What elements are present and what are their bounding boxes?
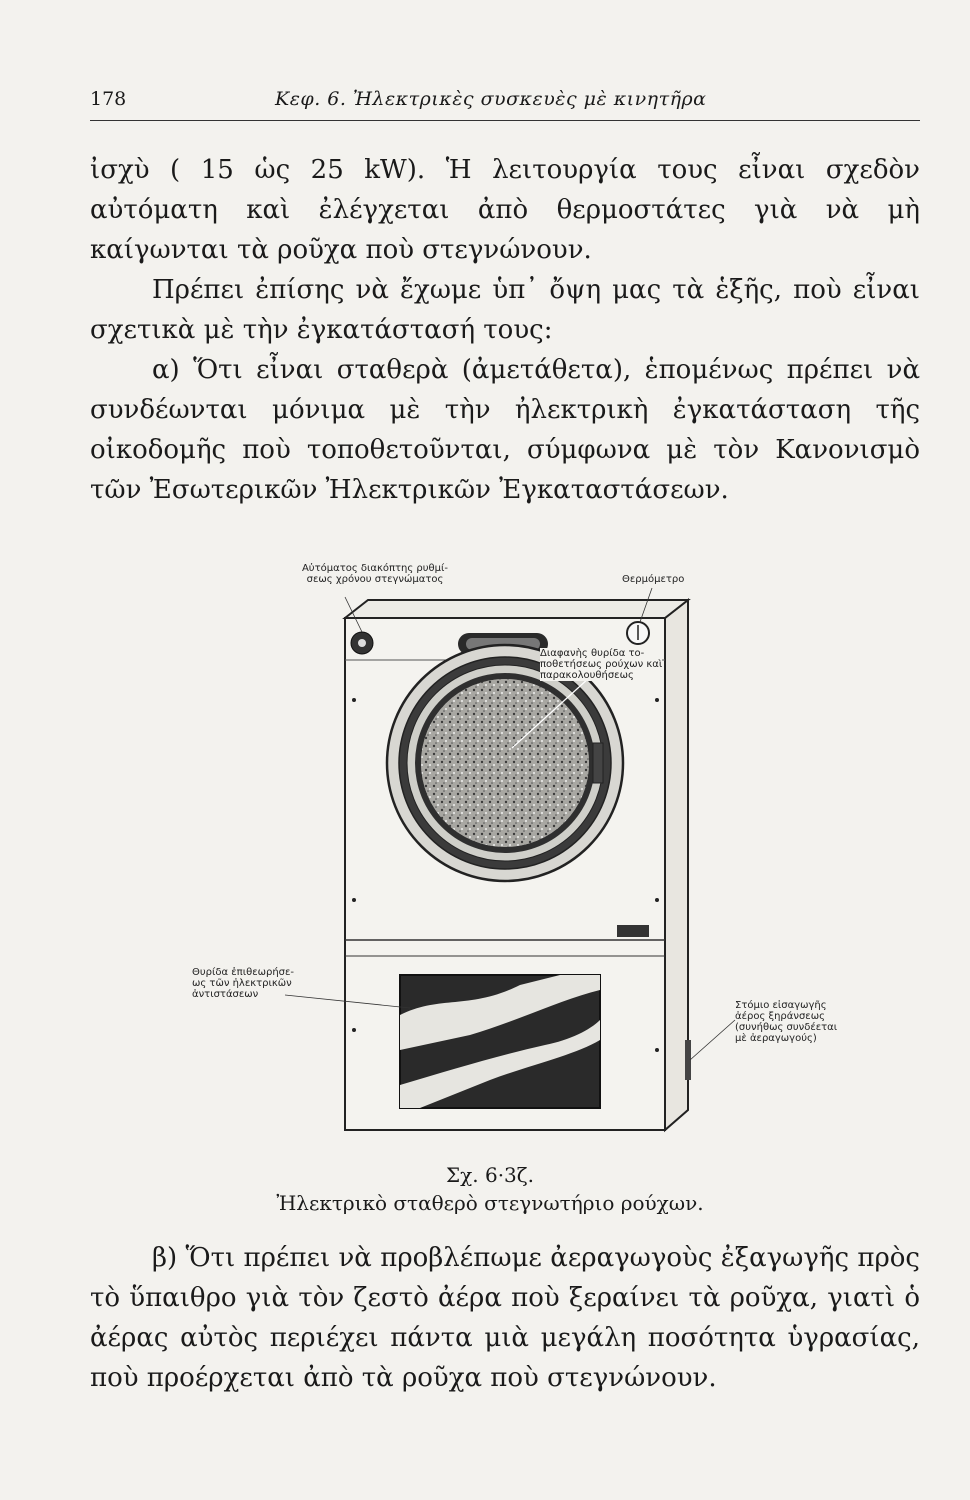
label-inspection: Θυρίδα ἐπιθεωρήσε- ως τῶν ἠλεκτρικῶν ἀντιστάσεων — [192, 967, 295, 1000]
label-air-inlet: Στόμιο εἰσαγωγῆς ἀέρος ξηράνσεως (συνήθως συνδέεται μὲ ἀεραγωγούς) — [735, 1000, 838, 1044]
timer-knob-center — [358, 639, 366, 647]
paragraph: Πρέπει ἐπίσης νὰ ἔχωμε ὑπ᾿ ὄψη μας τὰ ἑξῆς, ποὺ εἶναι σχετικὰ μὲ τὴν ἐγκατάστασή τους: — [90, 275, 920, 345]
paragraph: α) Ὅτι εἶναι σταθερὰ (ἀμετάθετα), ἑπομένως πρέπει νὰ συνδέωνται μόνιμα μὲ τὴν ἠλεκτρικὴ ἐγκατάσταση τῆς οἰκοδομῆς ποὺ τοποθετοῦνται, σύμφωνα μὲ τὸν Κανονισμὸ τῶν Ἐσωτερικῶν Ἠλεκτρικῶν Ἐγκαταστάσεων. — [90, 355, 920, 505]
paragraph: β) Ὅτι πρέπει νὰ προβλέπωμε ἀεραγωγοὺς ἐξαγωγῆς πρὸς τὸ ὕπαιθρο γιὰ τὸν ζεστὸ ἀέρα ποὺ ξεραίνει τὰ ροῦχα, γιατὶ ὁ ἀέρας αὐτὸς περιέχει πάντα μιὰ μεγάλη ποσότητα ὑγρασίας, ποὺ προέρχεται ἀπὸ τὰ ροῦχα ποὺ στεγνώνουν. — [90, 1243, 920, 1393]
model-badge — [617, 925, 649, 937]
leader-air-inlet — [690, 1020, 735, 1060]
label-timer: Αὐτόματος διακόπτης ρυθμί- σεως χρόνου στεγνώματος — [301, 563, 449, 585]
label-window: Διαφανὴς θυρίδα το- ποθετήσεως ρούχων καὶ παρακολουθήσεως — [540, 648, 663, 681]
running-title: Κεφ. 6. Ἠλεκτρικὲς συσκευὲς μὲ κινητῆρα — [275, 88, 707, 110]
cabinet-side — [665, 600, 688, 1130]
door-glass-texture — [421, 679, 589, 847]
page-number: 178 — [90, 88, 127, 110]
label-thermometer: Θερμόμετρο — [622, 574, 685, 585]
text-block-bottom — [90, 1238, 920, 1398]
figure-number: Σχ. 6·3ζ. — [446, 1163, 534, 1187]
cabinet-top — [345, 600, 688, 618]
paragraph: ἰσχὺ ( 15 ὡς 25 kW). Ἡ λειτουργία τους εἶναι σχεδὸν αὐτόματη καὶ ἐλέγχεται ἀπὸ θερμοστάτες γιὰ νὰ μὴ καίγωνται τὰ ροῦχα ποὺ στεγνώνουν. — [90, 155, 920, 265]
door-handle — [593, 743, 603, 783]
figure-caption: Ἠλεκτρικὸ σταθερὸ στεγνωτήριο ρούχων. — [276, 1191, 704, 1215]
